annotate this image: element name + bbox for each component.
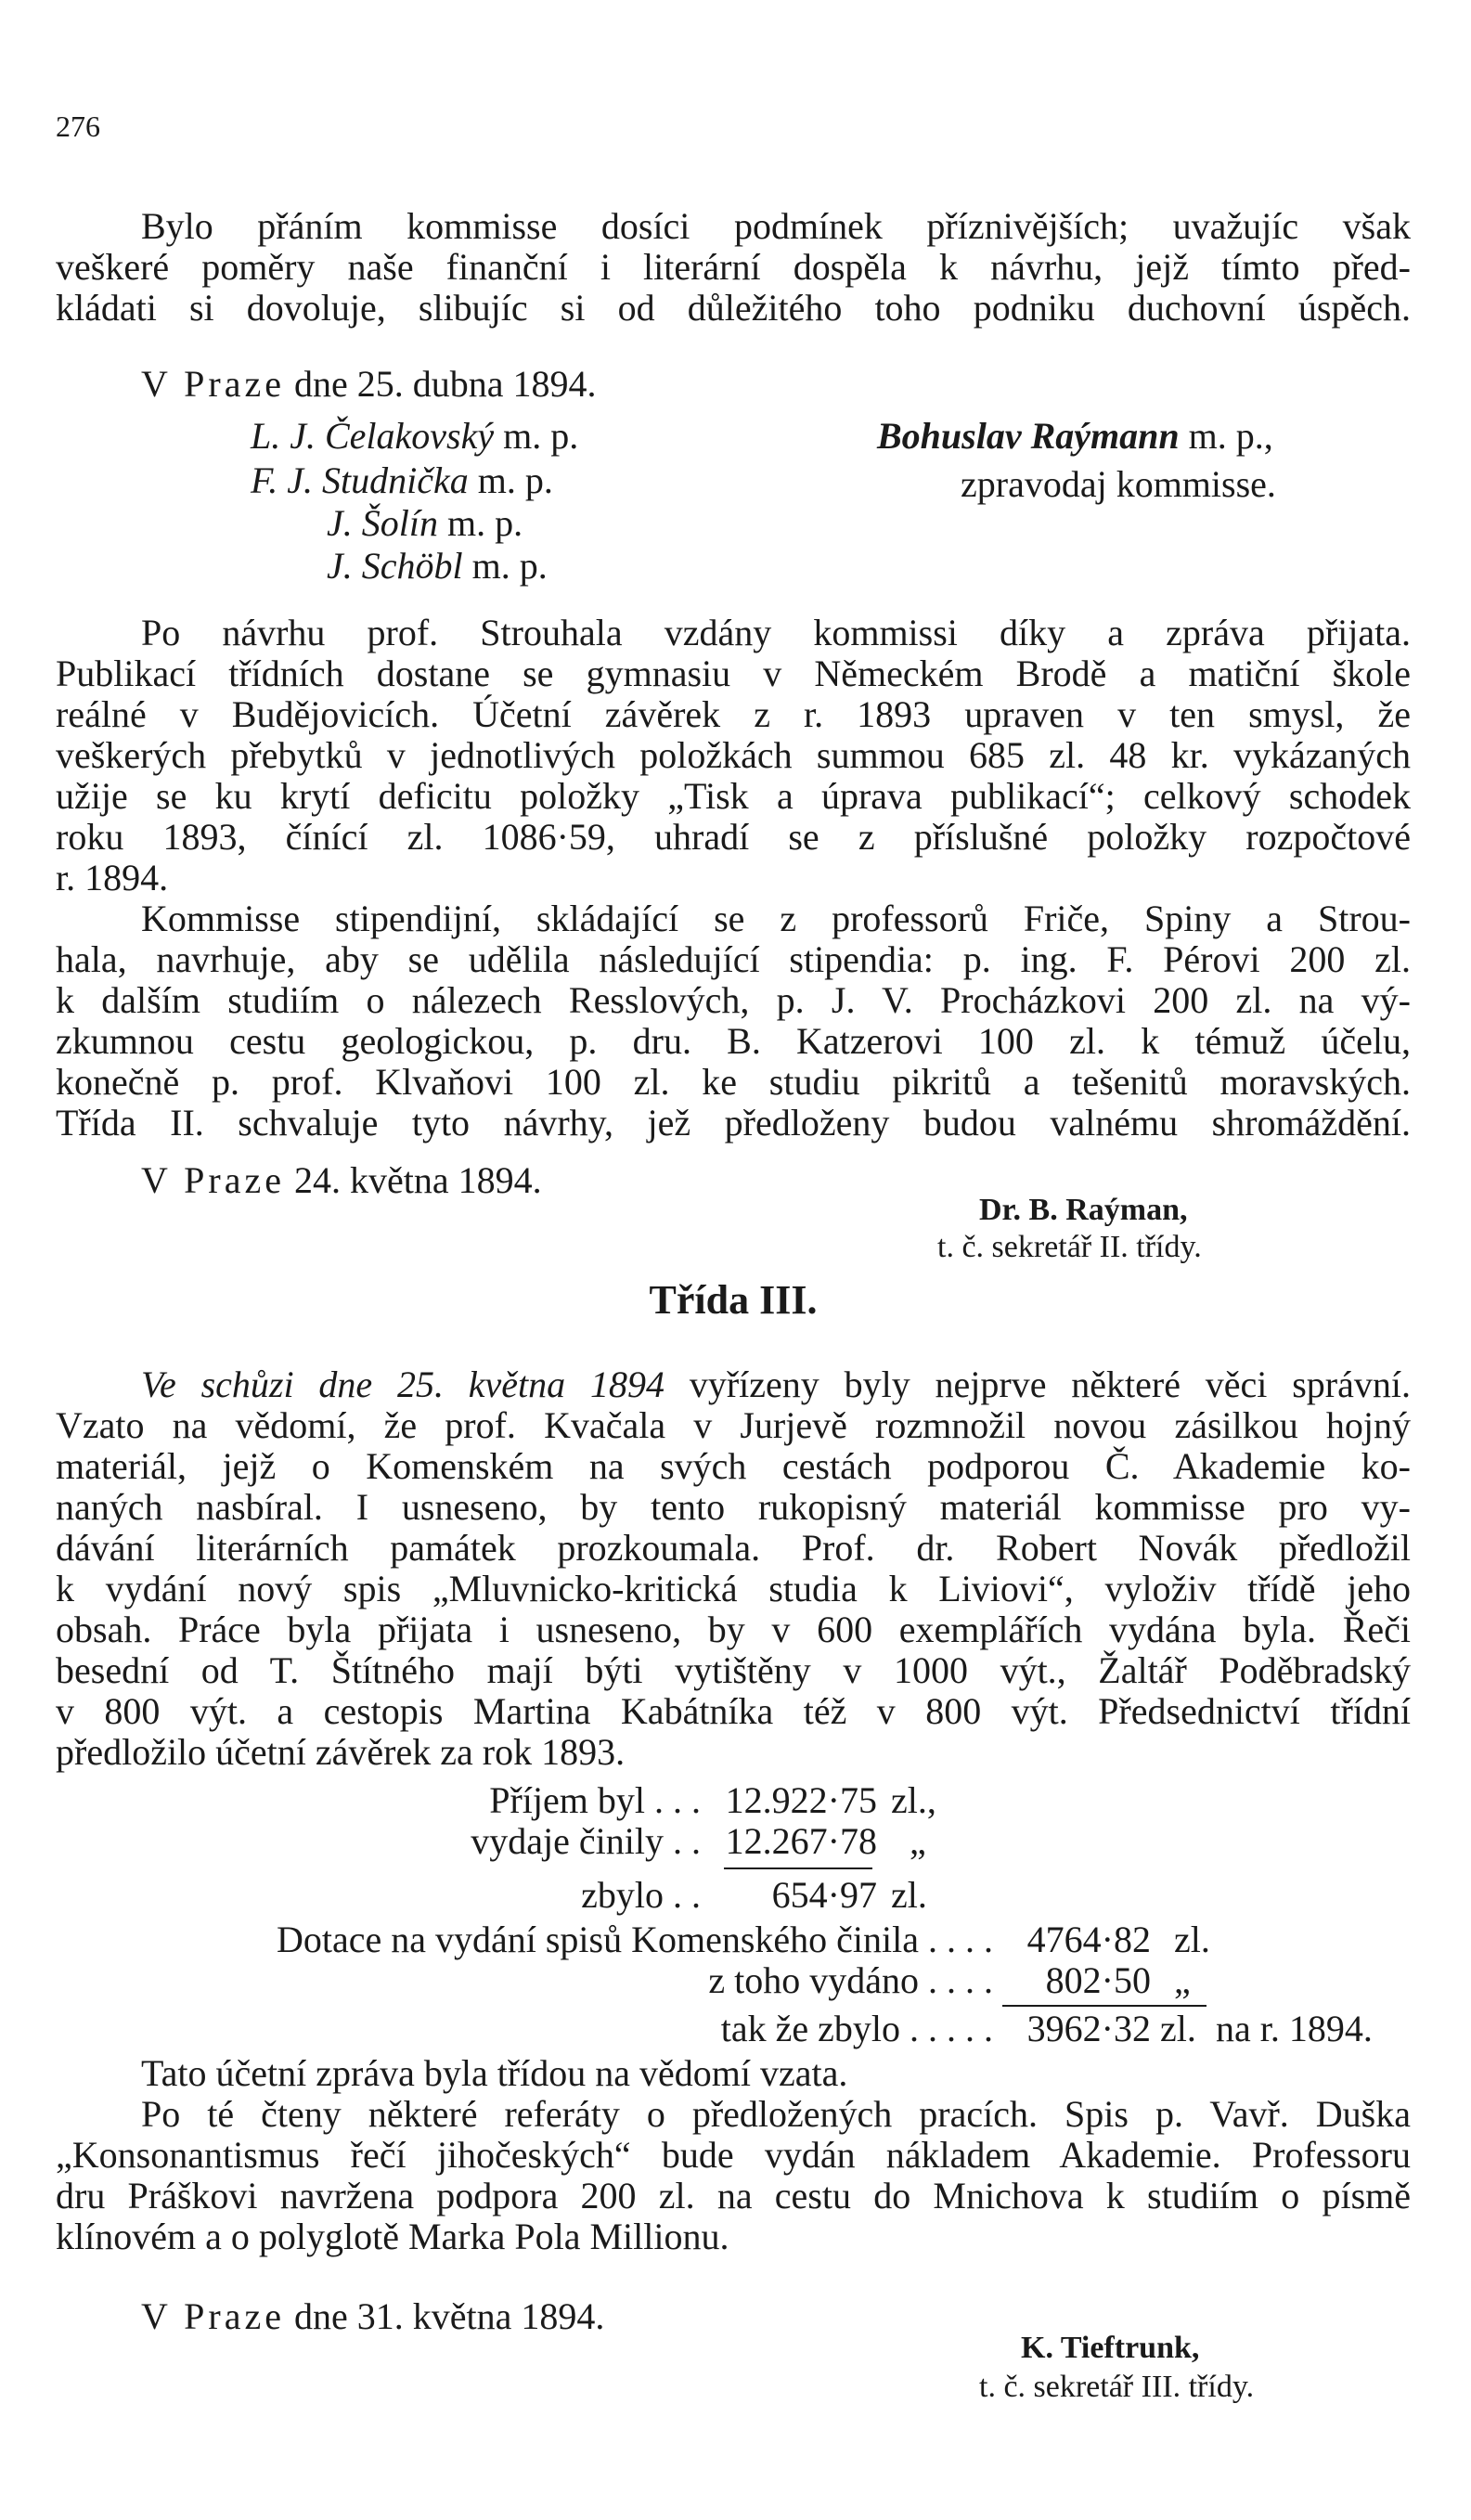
- para6-line-4: klínovém a o polyglotě Marka Pola Millionu.: [56, 2216, 729, 2257]
- date-line-3: V Praze dne 31. května 1894.: [141, 2295, 605, 2337]
- signature-celakovsky: L. J. Čelakovský m. p.: [251, 415, 579, 457]
- para2-line-7: r. 1894.: [56, 857, 169, 898]
- dotace-label: Dotace na vydání spisů Komenského činila . . . .: [276, 1919, 993, 1960]
- para3-line-2: hala, navrhuje, aby se udělila následující stipendia: p. ing. F. Pérovi 200 zl.: [56, 938, 1411, 980]
- account-income-unit: zl.,: [891, 1779, 936, 1821]
- para2-line-3: reálné v Budějovicích. Účetní závěrek z r. 1893 upraven v ten smysl, že: [56, 693, 1411, 735]
- secretary-3-role: t. č. sekretář III. třídy.: [979, 2370, 1255, 2404]
- secretary-2-name: Dr. B. Raýman,: [979, 1193, 1188, 1227]
- para4-line-8: besední od T. Štítného mají býti vytištěny v 1000 výt., Žaltář Poděbradský: [56, 1649, 1411, 1691]
- para6-line-1: Po té čteny některé referáty o předložených pracích. Spis p. Vavř. Duška: [141, 2093, 1411, 2135]
- dotace-value: 4764·82: [1026, 1919, 1151, 1960]
- account-balance-label: zbylo . .: [581, 1874, 701, 1916]
- para3-line-5: konečně p. prof. Klvaňovi 100 zl. ke studiu pikritů a tešenitů moravských.: [56, 1061, 1411, 1103]
- account-balance-unit: zl.: [891, 1874, 927, 1916]
- para4-line-7: obsah. Práce byla přijata i usneseno, by v 600 exemplářích vydána byla. Řeči: [56, 1609, 1411, 1650]
- signature-schobl: J. Schöbl m. p.: [327, 545, 548, 587]
- secretary-2-role: t. č. sekretář II. třídy.: [937, 1230, 1202, 1264]
- dotace-unit: zl.: [1174, 1919, 1210, 1960]
- account-income-label: Příjem byl . . .: [489, 1779, 701, 1821]
- para4-line-1: Ve schůzi dne 25. května 1894 vyřízeny byly nejprve některé věci správní.: [141, 1363, 1411, 1405]
- account-expense-value: 12.267·78: [725, 1820, 877, 1862]
- para3-line-4: zkumnou cestu geologickou, p. dru. B. Katzerovi 100 zl. k témuž účelu,: [56, 1020, 1411, 1062]
- secretary-3-name: K. Tieftrunk,: [1021, 2331, 1200, 2365]
- vydano-value: 802·50: [1045, 1959, 1151, 2001]
- para2-line-4: veškerých přebytků v jednotlivých položkách summou 685 zl. 48 kr. vykázaných: [56, 734, 1411, 776]
- remaining-note: na r. 1894.: [1216, 2008, 1373, 2049]
- signature-raymann-role: zpravodaj kommisse.: [961, 463, 1276, 505]
- account-expense-label: vydaje činily . .: [471, 1820, 701, 1862]
- signature-solin: J. Šolín m. p.: [327, 502, 523, 544]
- para2-line-5: užije se ku krytí deficitu položky „Tisk a úprava publikací“; celkový schodek: [56, 775, 1411, 817]
- para3-line-6: Třída II. schvaluje tyto návrhy, jež předloženy budou valnému shromáždění.: [56, 1102, 1411, 1144]
- date-line-1: [56, 364, 1411, 405]
- date-rest: dne 25. dubna 1894.: [294, 363, 597, 405]
- para1-line-3: kládati si dovoluje, slibujíc si od důležitého toho podniku duchovní úspěch.: [56, 287, 1411, 329]
- para6-line-2: „Konsonantismus řečí jihočeských“ bude vydán nákladem Akademie. Professoru: [56, 2134, 1411, 2176]
- para5: Tato účetní zpráva byla třídou na vědomí vzata.: [141, 2052, 848, 2094]
- vydano-unit: „: [1174, 1959, 1191, 2001]
- vydano-label: z toho vydáno . . . .: [708, 1959, 993, 2001]
- section-heading: Třída III.: [649, 1277, 818, 1323]
- para1-line-1: Bylo přáním kommisse dosíci podmínek příznivějších; uvažujíc však: [141, 205, 1411, 247]
- date-line-2: V Praze 24. května 1894.: [141, 1159, 542, 1201]
- para1-line-2: veškeré poměry naše finanční i literární dospěla k návrhu, jejž tímto před-: [56, 246, 1411, 288]
- date-place: V Praze: [141, 363, 285, 405]
- remaining-value: 3962·32: [1026, 2008, 1151, 2049]
- para3-line-1: Kommisse stipendijní, skládající se z professorů Friče, Spiny a Strou-: [141, 898, 1411, 939]
- para4-line-10: předložilo účetní závěrek za rok 1893.: [56, 1731, 626, 1773]
- sum-rule-2: [1002, 2005, 1206, 2007]
- para4-line-2: Vzato na vědomí, že prof. Kvačala v Jurjevě rozmnožil novou zásilkou hojný: [56, 1404, 1411, 1446]
- para4-line-5: dávání literárních památek prozkoumala. Prof. dr. Robert Novák předložil: [56, 1527, 1411, 1569]
- signature-studnicka: F. J. Studnička m. p.: [251, 459, 553, 501]
- account-expense-unit: „: [910, 1820, 926, 1862]
- para4-line-6: k vydání nový spis „Mluvnicko-kritická studia k Liviovi“, vyloživ třídě jeho: [56, 1568, 1411, 1609]
- para6-line-3: dru Práškovi navržena podpora 200 zl. na cestu do Mnichova k studiím o písmě: [56, 2175, 1411, 2216]
- para3-line-3: k dalším studiím o nálezech Resslových, p. J. V. Procházkovi 200 zl. na vý-: [56, 979, 1411, 1021]
- para4-line-4: naných nasbíral. I usneseno, by tento rukopisný materiál kommisse pro vy-: [56, 1486, 1411, 1528]
- remaining-unit: zl.: [1160, 2008, 1196, 2049]
- sum-rule-1: [724, 1867, 872, 1869]
- account-balance-value: 654·97: [771, 1874, 877, 1916]
- remaining-label: tak že zbylo . . . . .: [720, 2008, 993, 2049]
- para4-line-3: materiál, jejž o Komenském na svých cestách podporou Č. Akademie ko-: [56, 1445, 1411, 1487]
- para4-line-9: v 800 výt. a cestopis Martina Kabátníka též v 800 výt. Předsednictví třídní: [56, 1690, 1411, 1732]
- para2-line-1: Po návrhu prof. Strouhala vzdány kommissi díky a zpráva přijata.: [141, 612, 1411, 653]
- page-number: 276: [56, 110, 100, 143]
- signature-raymann: Bohuslav Raýmann m. p.,: [877, 415, 1273, 457]
- account-income-value: 12.922·75: [725, 1779, 877, 1821]
- para2-line-2: Publikací třídních dostane se gymnasiu v Německém Brodě a matiční škole: [56, 653, 1411, 694]
- para2-line-6: roku 1893, čínící zl. 1086·59, uhradí se z příslušné položky rozpočtové: [56, 816, 1411, 858]
